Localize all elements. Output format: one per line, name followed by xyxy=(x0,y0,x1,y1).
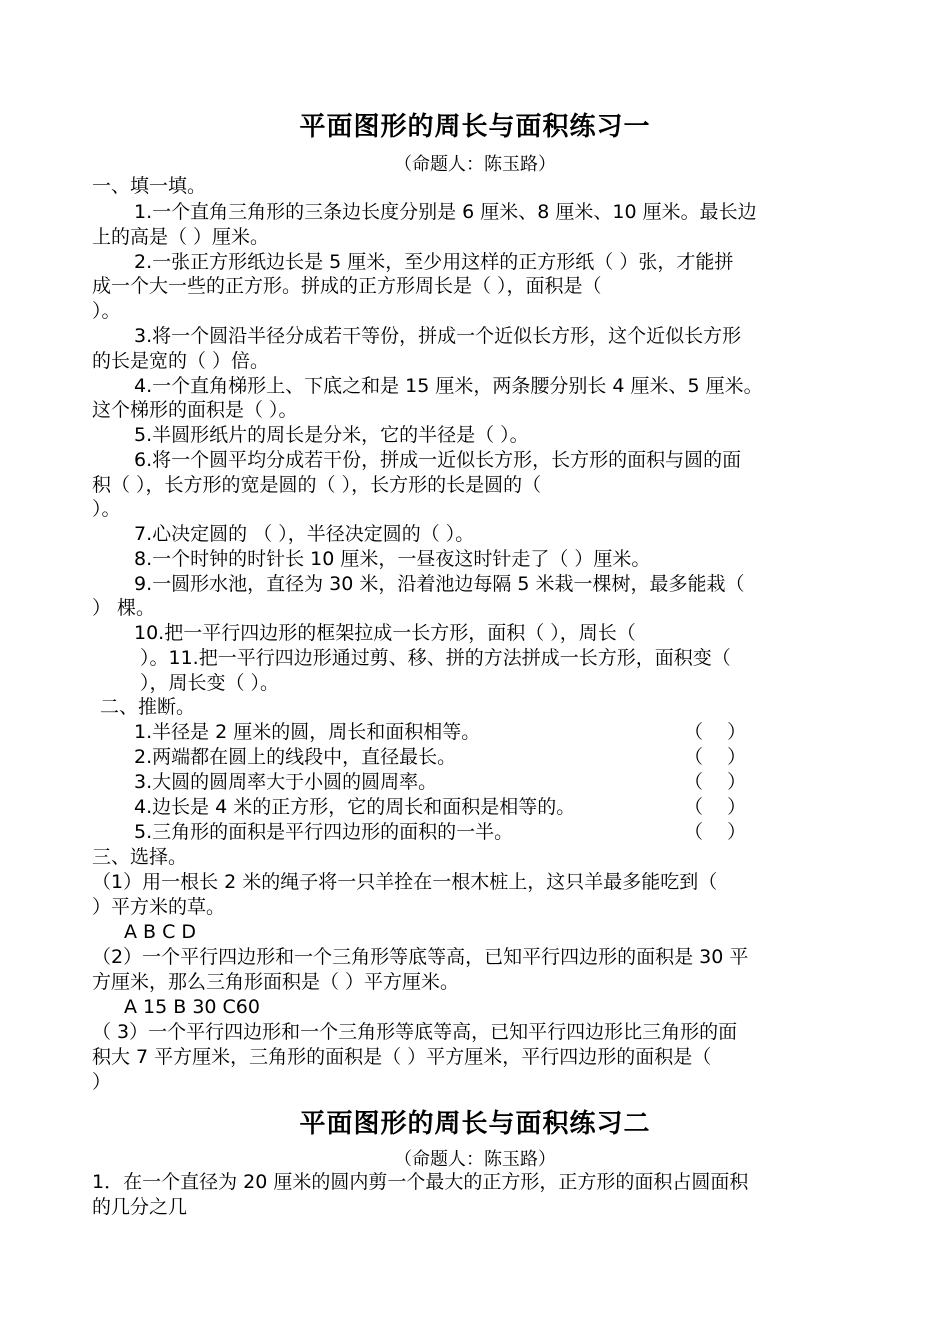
part2-question-1-line-1: 1．在一个直径为 20 厘米的圆内剪一个最大的正方形，正方形的面积占圆面积 xyxy=(92,1171,749,1193)
section-heading-choice: 三、选择。 xyxy=(92,846,188,868)
choice-2-line-2: 方厘米，那么三角形面积是（ ）平方厘米。 xyxy=(92,971,460,993)
question-7-line-1: 7.心决定圆的 （ ），半径决定圆的（ ）。 xyxy=(134,523,475,545)
question-9-line-2: ） 棵。 xyxy=(92,597,156,619)
question-1-line-2: 上的高是（ ）厘米。 xyxy=(92,226,270,248)
choice-1-line-2: ）平方米的草。 xyxy=(92,896,226,918)
question-2-line-1: 2.一张正方形纸边长是 5 厘米，至少用这样的正方形纸（ ）张，才能拼 xyxy=(134,251,734,273)
judge-item-3: 3.大圆的圆周率大于小圆的圆周率。 xyxy=(134,771,438,793)
question-8-line-1: 8.一个时钟的时针长 10 厘米，一昼夜这时针走了（ ）厘米。 xyxy=(134,548,651,570)
question-6-line-3: ）。 xyxy=(92,498,121,520)
question-6-line-1: 6.将一个圆平均分成若干份，拼成一近似长方形，长方形的面积与圆的面 xyxy=(134,449,742,471)
judge-item-5: 5.三角形的面积是平行四边形的面积的一半。 xyxy=(134,821,514,843)
question-10-line-1: 10.把一平行四边形的框架拉成一长方形，面积（ ），周长（ xyxy=(134,622,636,644)
author-line-2: （命题人：陈玉路） xyxy=(394,1149,556,1170)
question-4-line-2: 这个梯形的面积是（ ）。 xyxy=(92,399,298,421)
judge-answer-paren-2: （ ） xyxy=(684,746,747,768)
choice-2-options: A 15 B 30 C60 xyxy=(124,996,260,1018)
question-3-line-2: 的长是宽的（ ）倍。 xyxy=(92,350,270,372)
judge-item-2: 2.两端都在圆上的线段中，直径最长。 xyxy=(134,746,457,768)
choice-1-options: A B C D xyxy=(124,921,197,943)
judge-item-4: 4.边长是 4 米的正方形，它的周长和面积是相等的。 xyxy=(134,796,576,818)
question-5-line-1: 5.半圆形纸片的周长是分米，它的半径是（ ）。 xyxy=(134,424,529,446)
section-heading-fill: 一、填一填。 xyxy=(92,175,207,197)
choice-2-line-1: （2）一个平行四边形和一个三角形等底等高，已知平行四边形的面积是 30 平 xyxy=(92,946,749,968)
worksheet-title-1: 平面图形的周长与面积练习一 xyxy=(299,112,651,142)
question-10-line-3: ），周长变（ ）。 xyxy=(140,672,280,694)
judge-answer-paren-5: （ ） xyxy=(684,821,747,843)
judge-answer-paren-4: （ ） xyxy=(684,796,747,818)
choice-3-line-2: 积大 7 平方厘米，三角形的面积是（ ）平方厘米，平行四边形的面积是（ xyxy=(92,1046,712,1068)
section-heading-judge: 二、推断。 xyxy=(100,696,196,718)
choice-1-line-1: （1）用一根长 2 米的绳子将一只羊拴在一根木桩上，这只羊最多能吃到（ xyxy=(92,871,718,893)
question-6-line-2: 积（ ），长方形的宽是圆的（ ），长方形的长是圆的（ xyxy=(92,474,542,496)
question-3-line-1: 3.将一个圆沿半径分成若干等份，拼成一个近似长方形，这个近似长方形 xyxy=(134,325,742,347)
judge-answer-paren-3: （ ） xyxy=(684,771,747,793)
author-line-1: （命题人：陈玉路） xyxy=(394,154,556,175)
judge-answer-paren-1: （ ） xyxy=(684,721,747,743)
question-1-line-1: 1.一个直角三角形的三条边长度分别是 6 厘米、8 厘米、10 厘米。最长边 xyxy=(134,201,757,223)
choice-3-line-3: ） xyxy=(92,1071,112,1093)
choice-3-line-1: （ 3）一个平行四边形和一个三角形等底等高，已知平行四边形比三角形的面 xyxy=(92,1021,738,1043)
question-4-line-1: 4.一个直角梯形上、下底之和是 15 厘米，两条腰分别长 4 厘米、5 厘米。 xyxy=(134,375,763,397)
question-2-line-3: ）。 xyxy=(92,300,121,322)
part2-question-1-line-2: 的几分之几 xyxy=(92,1196,188,1218)
judge-item-1: 1.半径是 2 厘米的圆，周长和面积相等。 xyxy=(134,721,481,743)
worksheet-title-2: 平面图形的周长与面积练习二 xyxy=(299,1109,651,1139)
question-10-line-2: ）。11.把一平行四边形通过剪、移、拼的方法拼成一长方形，面积变（ xyxy=(140,647,731,669)
question-9-line-1: 9.一圆形水池，直径为 30 米，沿着池边每隔 5 米栽一棵树，最多能栽（ xyxy=(134,573,745,595)
question-2-line-2: 成一个大一些的正方形。拼成的正方形周长是（ ），面积是（ xyxy=(92,275,602,297)
